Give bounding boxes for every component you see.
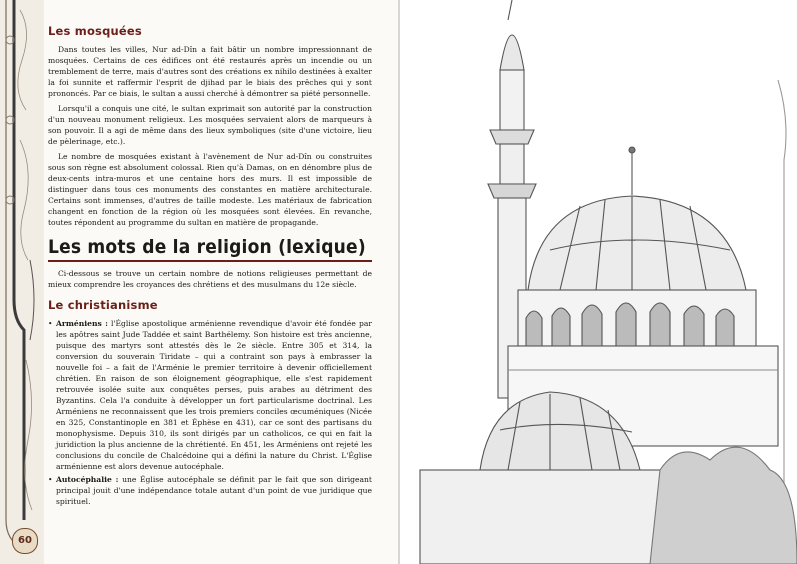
- paragraph: Dans toutes les villes, Nur ad-Dîn a fait bâtir un nombre impressionnant de mosquées. Certains de ces édifices ont été restaurés après un incendie ou un tremblement de terre, mais d'autres sont des créations ex nihilo destinées à exalter la foi sunnite et raffermir l'esprit de djihad par le biais des prêches qui y sont prononcés. Par ce biais, le sultan a aussi cherché à démontrer sa piété personnelle.: [48, 45, 372, 98]
- heading-rule: [48, 260, 372, 262]
- ornamental-border: [0, 0, 44, 564]
- chapter-heading-lexique: Les mots de la religion (lexique): [48, 236, 366, 258]
- term: Autocéphalie :: [56, 475, 119, 484]
- list-item: [56, 318, 372, 472]
- list-item: [56, 474, 372, 507]
- section-title-christianisme: Le christianisme: [48, 298, 158, 312]
- section-title-mosquees: Les mosquées: [48, 24, 142, 38]
- term: Arméniens :: [56, 319, 108, 328]
- paragraph: Le nombre de mosquées existant à l'avènement de Nur ad-Dîn ou construites sous son règne est absolument colossal. Rien qu'à Damas, on en dénombre plus de deux-cents intra-muros et une centaine hors des murs. Il est impossible de distinguer dans tous ces monuments des constantes en matière architecturale. Certains sont immenses, d'autres de taille modeste. Les matériaux de fabrication changent en fonction de la région où les mosquées sont élevées. En revanche, toutes répondent au programme du sultan en matière de propagande.: [48, 152, 372, 227]
- text-column: [48, 24, 372, 509]
- lexicon-list: [48, 318, 372, 507]
- paragraph: Lorsqu'il a conquis une cité, le sultan exprimait son autorité par la construction d'un nouveau monument religieux. Les mosquées servaient alors de marqueurs à son pouvoir. Il a agi de même dans des lieux symboliques (site d'une victoire, lieu de pèlerinage, etc.).: [48, 104, 372, 146]
- right-page-illustration: [400, 0, 797, 564]
- definition: l'Église apostolique arménienne revendique d'avoir été fondée par les apôtres saint Jude Taddée et saint Barthélemy. Son histoire est très ancienne, puisque des martyrs sont attestés dès le 2e siècle. Entre 305 et 314, la conversion du souverain Tiridate – qui a contraint son pays à embrasser la nouvelle foi – a fait de l'Arménie le premier territoire à devenir officiellement chrétien. En raison de son éloignement géographique, elle s'est rapidement retrouvée isolée suite aux conquêtes perses, puis arabes au détriment des Byzantins. Cela l'a conduite à développer un fort particularisme doctrinal. Les Arméniens ne reconnaissent que les trois premiers conciles œcuméniques (Nicée en 325, Constantinople en 381 et Éphèse en 431), car ce sont des partisans du monophysisme. Depuis 310, ils sont dirigés par un catholicos, ce qui en fait la juridiction la plus ancienne de la chrétienté. En 451, les Arméniens ont rejeté les conclusions du concile de Chalcédoine qui a défini la nature du Christ. L'Église arménienne est alors devenue autocéphale.: [56, 319, 372, 471]
- page-number: 60: [12, 528, 38, 554]
- paragraph: Ci-dessous se trouve un certain nombre de notions religieuses permettant de mieux comprendre les croyances des chrétiens et des musulmans du 12e siècle.: [48, 269, 372, 289]
- mosque-sketch: [400, 0, 797, 564]
- definition: une Église autocéphale se définit par le fait que son dirigeant principal jouit d'une indépendance totale autant d'un point de vue juridique que spirituel.: [56, 475, 372, 506]
